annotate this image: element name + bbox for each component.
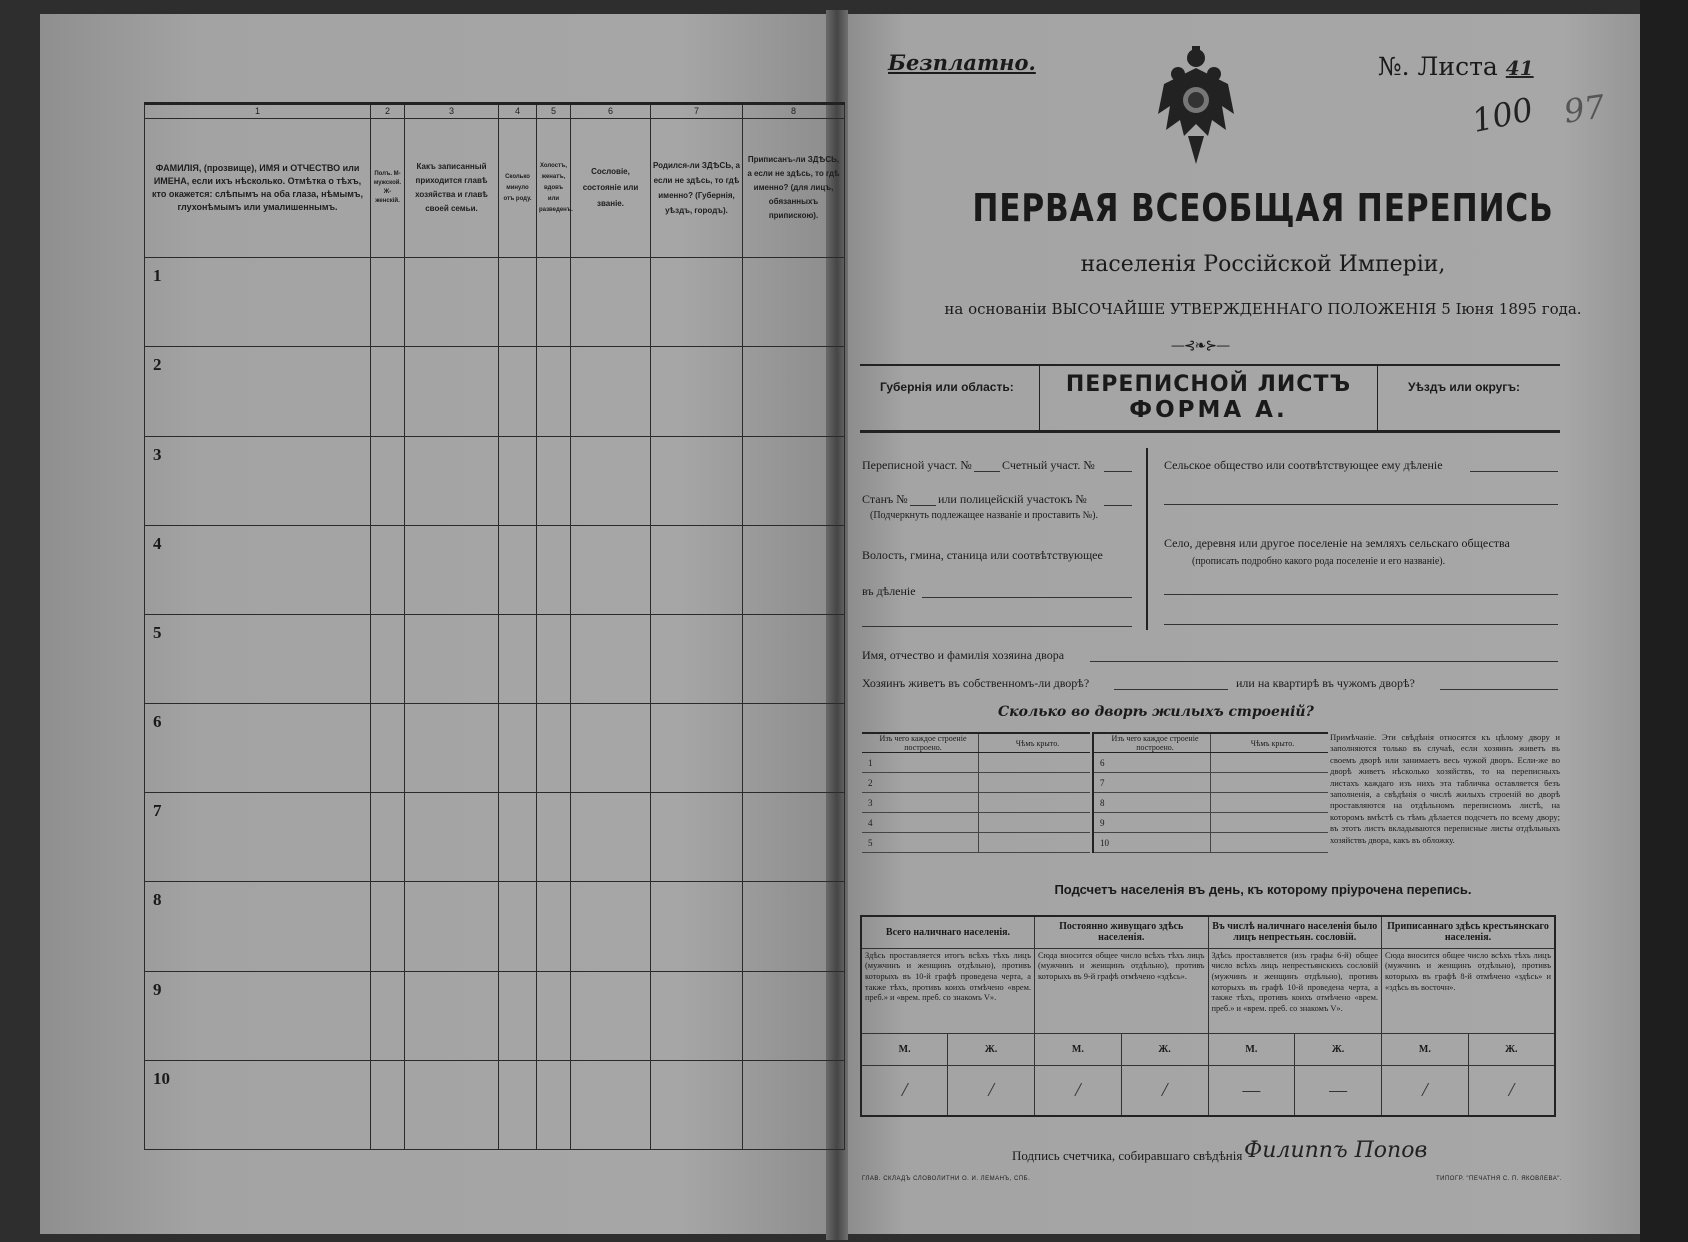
buildings-row-number: 3 (862, 793, 979, 813)
row-number: 4 (153, 533, 162, 553)
count-header-peasant: Приписаннаго здѣсь крестьянскаго населенія. (1382, 916, 1556, 948)
enumerator-signature-label: Подпись счетчика, собиравшаго свѣдѣнія (1012, 1148, 1243, 1163)
female-column: Ж. (1121, 1033, 1208, 1065)
buildings-row (862, 773, 1090, 793)
legal-basis: на основаніи ВЫСОЧАЙШЕ УТВЕРЖДЕННАГО ПОЛОЖЕНІЯ 5 Іюня 1895 года. (944, 300, 1582, 318)
form-title-box (860, 364, 1560, 433)
row-number: 3 (153, 444, 162, 464)
police-district-label: или полицейскій участокъ № (938, 492, 1087, 506)
village-label: Село, деревня или другое поселеніе на земляхъ сельскаго общества (1164, 536, 1510, 550)
buildings-col-roof: Чѣмъ крыто. (1211, 733, 1329, 753)
header-relation: Какъ записанный приходится главѣ хозяйства и главѣ своей семьи. (405, 119, 499, 258)
row-number: 10 (153, 1068, 170, 1088)
buildings-row (862, 753, 1090, 773)
volost-line-2 (862, 626, 1132, 627)
count-value: / (1382, 1065, 1469, 1116)
village-line (1164, 594, 1558, 595)
own-yard-label: Хозяинъ живетъ въ собственномъ-ли дворѣ? (862, 676, 1090, 690)
rural-community-line-2 (1164, 504, 1558, 505)
document-title: ПЕРВАЯ ВСЕОБЩАЯ ПЕРЕПИСЬ (972, 186, 1554, 230)
buildings-row (1093, 813, 1328, 833)
count-description: Здѣсь проставляется (изъ графы 6-й) общее число всѣхъ лицъ непрестьянскихъ сословій (мужчинъ и женщинъ отдѣльно), противъ которыхъ въ графѣ 10-й проведена черта, а также тѣхъ, противъ коихъ отмѣчено «врем. преб.» и «врем. преб. со знакомъ V». (1208, 948, 1382, 1033)
female-column: Ж. (1468, 1033, 1555, 1065)
volost-line (922, 597, 1132, 598)
owner-name-label: Имя, отчество и фамилія хозяина двора (862, 648, 1065, 662)
count-value: / (1468, 1065, 1555, 1116)
header-estate: Сословіе, состояніе или званіе. (571, 119, 651, 258)
header-name: ФАМИЛІЯ, (прозвище), ИМЯ и ОТЧЕСТВО или ИМЕНА, если ихъ нѣсколько. Отмѣтка о тѣхъ, кто окажется: слѣпымъ на оба глаза, нѣмымъ, глухонѣмымъ или умалишеннымъ. (145, 119, 371, 258)
form-name-line2: ФОРМА А. (1129, 397, 1288, 423)
buildings-col-kind: Изъ чего каждое строеніе построено. (1093, 733, 1211, 753)
header-marital: Холостъ, женатъ, вдовъ или разведенъ. (537, 119, 571, 258)
column-number: 1 (145, 104, 371, 119)
count-value: / (1121, 1065, 1208, 1116)
column-number: 2 (371, 104, 405, 119)
imperial-eagle-emblem (1156, 44, 1236, 168)
table-row (145, 614, 845, 703)
row-number: 6 (153, 712, 162, 732)
buildings-col-kind: Изъ чего каждое строеніе построено. (862, 733, 979, 753)
scan-border (1640, 0, 1688, 1242)
census-district-label: Переписной участ. № (862, 458, 972, 472)
document-subtitle: населенія Россійской Имперіи, (1080, 252, 1446, 277)
count-header-row (861, 916, 1555, 948)
buildings-row-number: 2 (862, 773, 979, 793)
ornament: —⊰❧⊱— (1170, 338, 1230, 354)
column-number: 6 (571, 104, 651, 119)
police-district-line (1104, 505, 1132, 506)
count-header-resident: Постоянно живущаго здѣсь населенія. (1035, 916, 1209, 948)
buildings-row-number: 6 (1093, 753, 1211, 773)
count-value: / (861, 1065, 948, 1116)
buildings-table-right (1092, 732, 1328, 853)
counting-district-line (1104, 471, 1132, 472)
female-column: Ж. (948, 1033, 1035, 1065)
count-value: — (1295, 1065, 1382, 1116)
enumerator-signature: Филиппъ Попов (1244, 1138, 1428, 1163)
census-district-line (974, 471, 1000, 472)
buildings-row (862, 793, 1090, 813)
buildings-col-roof: Чѣмъ крыто. (979, 733, 1091, 753)
count-value: / (1035, 1065, 1122, 1116)
male-column: М. (861, 1033, 948, 1065)
table-row (145, 525, 845, 614)
count-description-row (861, 948, 1555, 1033)
header-registration: Приписанъ-ли ЗДѢСЬ, а если не здѣсь, то гдѣ именно? (для лицъ, обязанныхъ припискою). (743, 119, 845, 258)
buildings-row-number: 1 (862, 753, 979, 773)
buildings-row-number: 10 (1093, 833, 1211, 853)
column-number: 3 (405, 104, 499, 119)
column-number: 8 (743, 104, 845, 119)
table-row (145, 258, 845, 347)
count-value-row (861, 1065, 1555, 1116)
counting-district-label: Счетный участ. № (1002, 458, 1095, 472)
printer-imprint-right: ТИПОГР. "ПЕЧАТНЯ С. П. ЯКОВЛЕВА". (1436, 1176, 1563, 1182)
buildings-note: Примѣчаніе. Эти свѣдѣнія относятся къ цѣлому двору и заполняются только въ случаѣ, если хозяинъ живетъ въ своемъ дворѣ или занимаетъ весь чужой дворъ. Если-же во дворѣ живетъ нѣсколько хозяйствъ, то на переписныхъ листахъ каждаго изъ нихъ эта табличка оставляется безъ заполненія, а свѣдѣнія о числѣ жилыхъ строеній во дворѣ проставляются на отдѣльномъ переписномъ листѣ, на которомъ вмѣстѣ съ тѣмъ дѣлается подсчетъ по всему двору; въ этотъ листъ вкладываются переписные листы отдѣльныхъ хозяйствъ двора, какъ въ обложку. (1330, 732, 1560, 845)
table-row (145, 971, 845, 1060)
handwritten-number-2: 97 (1561, 87, 1608, 131)
sheet-number-value: 41 (1505, 56, 1534, 80)
population-count-title: Подсчетъ населенія въ день, къ которому пріурочена перепись. (1054, 882, 1472, 897)
header-age: Сколько минуло отъ роду. (499, 119, 537, 258)
column-number-row (145, 104, 845, 119)
buildings-table-left (862, 732, 1090, 853)
row-number: 1 (153, 266, 162, 286)
column-number: 5 (537, 104, 571, 119)
count-sex-row (861, 1033, 1555, 1065)
address-divider (1146, 448, 1148, 630)
count-value: / (948, 1065, 1035, 1116)
handwritten-number: 100 (1468, 90, 1537, 140)
sheet-number-label: №. Листа (1378, 52, 1498, 81)
column-header-row (145, 119, 845, 258)
table-row (145, 793, 845, 882)
count-header-nonpeasant: Въ числѣ наличнаго населенія было лицъ непрестьян. сословій. (1208, 916, 1382, 948)
count-value: — (1208, 1065, 1295, 1116)
row-number: 5 (153, 622, 162, 642)
column-number: 4 (499, 104, 537, 119)
form-name (1040, 366, 1377, 430)
header-birthplace: Родился-ли ЗДѢСЬ, а если не здѣсь, то гдѣ именно? (Губернія, уѣздъ, городъ). (651, 119, 743, 258)
table-row (145, 347, 845, 436)
village-instruction: (прописать подробно какого рода поселеніе и его названіе). (1192, 556, 1446, 567)
count-description: Здѣсь проставляется итогъ всѣхъ тѣхъ лицъ (мужчинъ и женщинъ отдѣльно), противъ которыхъ въ 10-й графѣ проведена черта, а также тѣхъ, противъ коихъ отмѣчено «врем. преб.» и «врем. преб. со знакомъ V». (861, 948, 1035, 1033)
table-row (145, 882, 845, 971)
rented-yard-label: или на квартирѣ въ чужомъ дворѣ? (1236, 676, 1415, 690)
row-number: 2 (153, 355, 162, 375)
buildings-question: Сколько во дворѣ жилыхъ строеній? (998, 704, 1314, 720)
form-name-line1: ПЕРЕПИСНОЙ ЛИСТЪ (1065, 372, 1352, 397)
table-row (145, 436, 845, 525)
row-number: 7 (153, 801, 162, 821)
buildings-row-number: 9 (1093, 813, 1211, 833)
free-of-charge-label: Безплатно. (888, 50, 1036, 75)
population-count-table (860, 915, 1556, 1117)
count-description: Сюда вносится общее число всѣхъ тѣхъ лицъ (мужчинъ и женщинъ отдѣльно), противъ которыхъ въ 9-й графѣ отмѣчено «здѣсь». (1035, 948, 1209, 1033)
count-description: Сюда вносится общее число всѣхъ тѣхъ лицъ (мужчинъ и женщинъ отдѣльно), противъ которыхъ въ графѣ 8-й отмѣчено «здѣсь» и «здѣсь въ восточн». (1382, 948, 1556, 1033)
own-yard-line (1114, 689, 1228, 690)
district-label: Уѣздъ или округъ: (1377, 366, 1560, 430)
stan-label: Станъ № (862, 492, 908, 506)
owner-name-line (1090, 661, 1558, 662)
male-column: М. (1208, 1033, 1295, 1065)
province-label: Губернія или область: (860, 366, 1040, 430)
village-line-2 (1164, 624, 1558, 625)
count-header-present: Всего наличнаго населенія. (861, 916, 1035, 948)
buildings-row-number: 4 (862, 813, 979, 833)
volost-label-2: въ дѣленіе (862, 584, 916, 598)
row-number: 9 (153, 979, 162, 999)
buildings-row (1093, 753, 1328, 773)
male-column: М. (1035, 1033, 1122, 1065)
rural-community-label: Сельское общество или соотвѣтствующее ему дѣленіе (1164, 458, 1443, 472)
female-column: Ж. (1295, 1033, 1382, 1065)
column-number: 7 (651, 104, 743, 119)
volost-label: Волость, гмина, станица или соотвѣтствующее (862, 548, 1103, 562)
rented-yard-line (1440, 689, 1558, 690)
buildings-row-number: 7 (1093, 773, 1211, 793)
buildings-row (862, 813, 1090, 833)
table-row (145, 1060, 845, 1149)
buildings-row (1093, 773, 1328, 793)
header-sex: Полъ. М-мужской. Ж-женскій. (371, 119, 405, 258)
underline-instruction: (Подчеркнуть подлежащее названіе и проставить №). (870, 510, 1098, 521)
male-column: М. (1382, 1033, 1469, 1065)
printer-imprint-left: ГЛАВ. СКЛАДЪ СЛОВОЛИТНИ О. И. ЛЕМАНЪ, СПБ. (862, 1176, 1031, 1182)
table-row (145, 704, 845, 793)
buildings-row-number: 5 (862, 833, 979, 853)
buildings-row (862, 833, 1090, 853)
buildings-row-number: 8 (1093, 793, 1211, 813)
rural-community-line (1470, 471, 1558, 472)
stan-line (910, 505, 936, 506)
census-table (144, 102, 845, 1150)
row-number: 8 (153, 890, 162, 910)
sheet-number (1378, 52, 1534, 81)
buildings-row (1093, 833, 1328, 853)
buildings-row (1093, 793, 1328, 813)
